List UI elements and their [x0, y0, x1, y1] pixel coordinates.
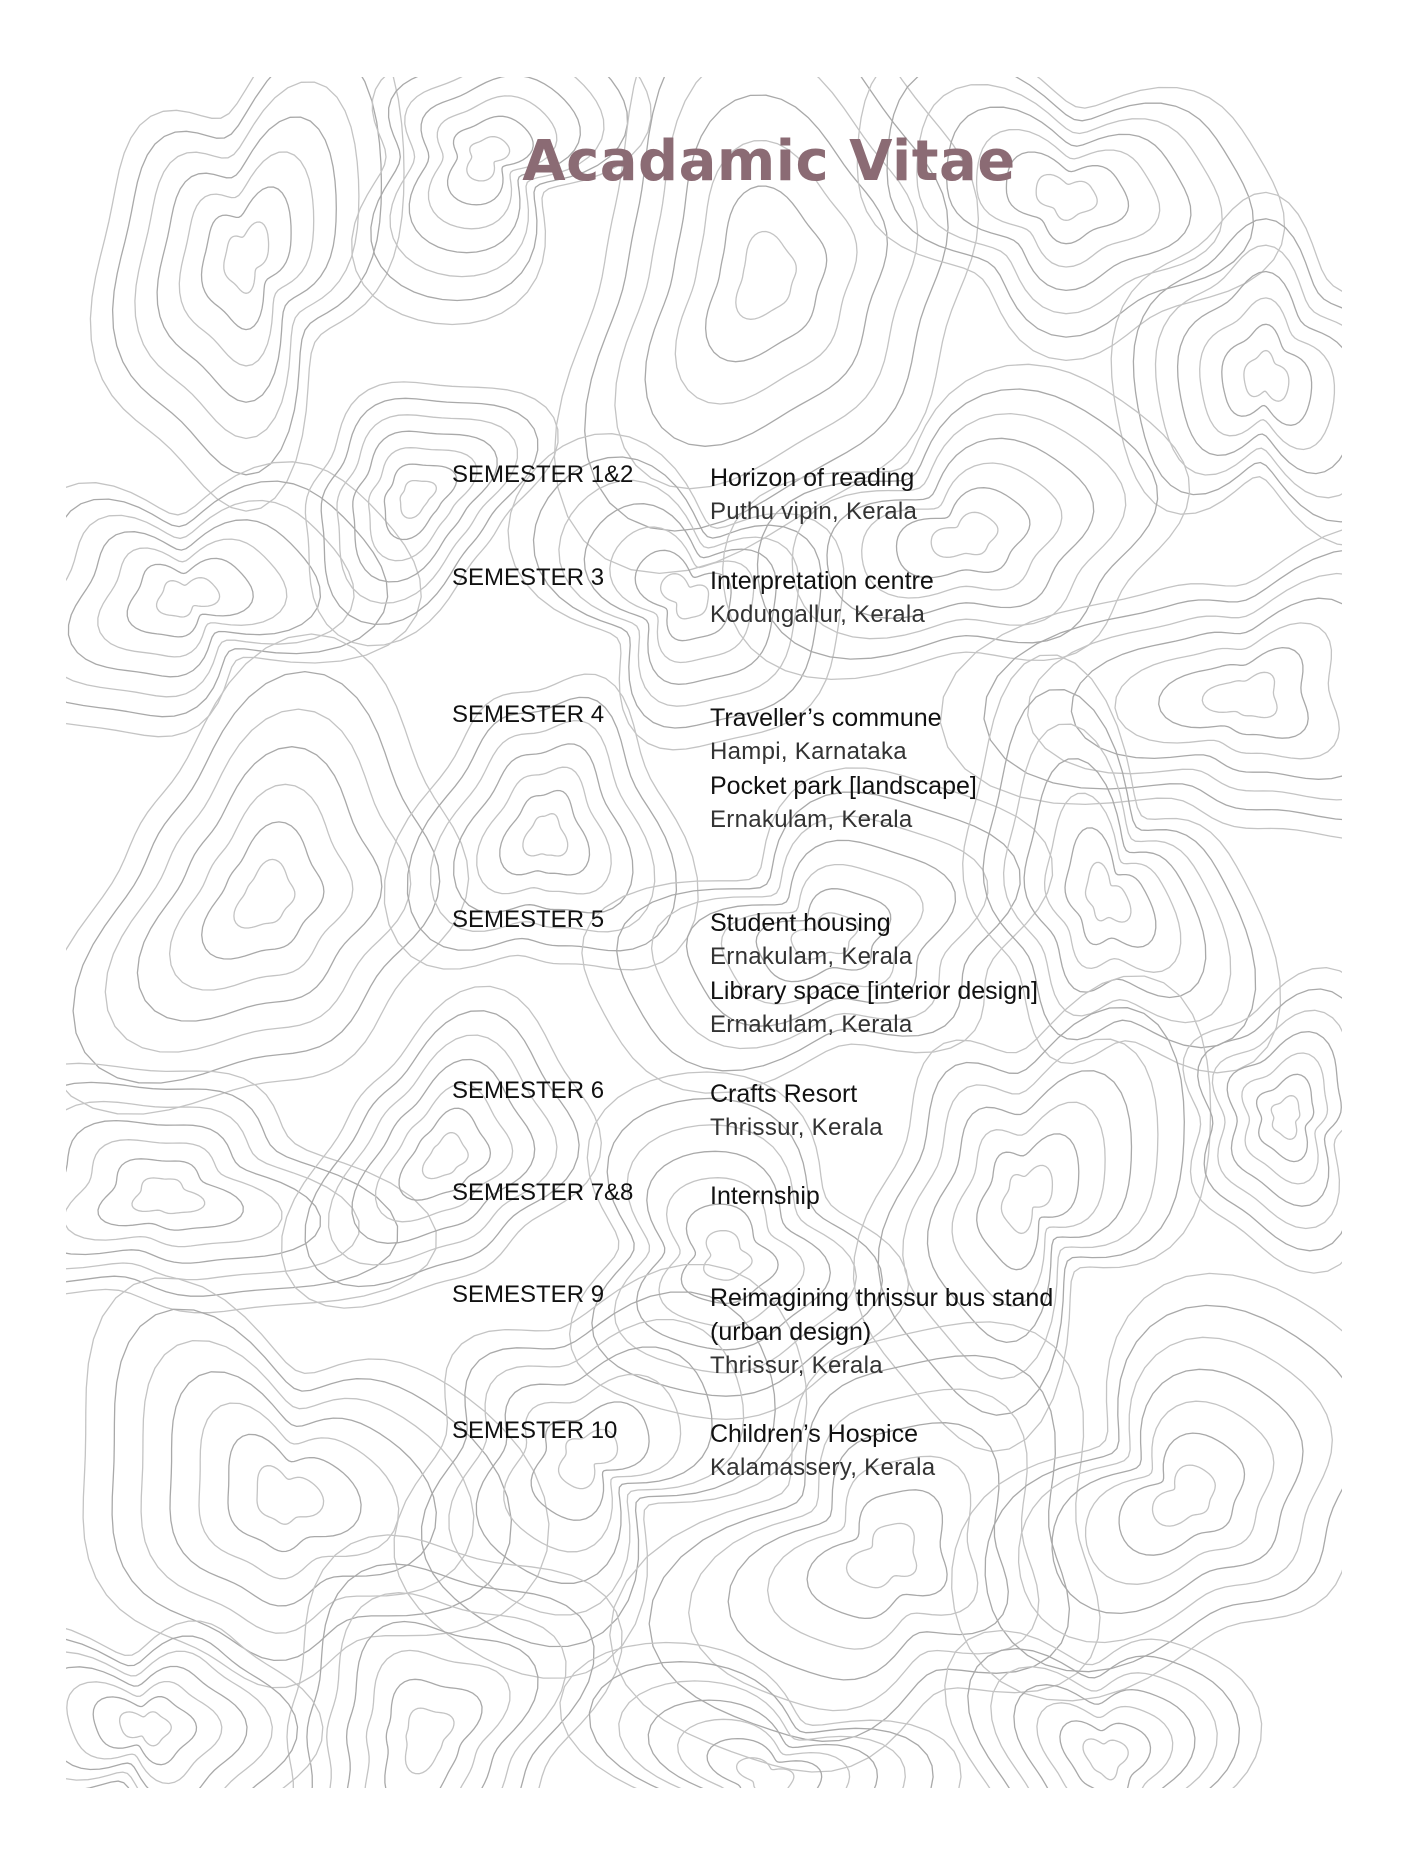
contour-line: [1037, 1703, 1173, 1788]
project-location: Hampi, Karnataka: [710, 738, 907, 765]
contour-line: [120, 1712, 172, 1746]
document-page: [66, 77, 1342, 1788]
contour-line: [305, 382, 558, 646]
contour-line: [917, 85, 1222, 314]
contour-line: [66, 1063, 436, 1312]
semester-label: SEMESTER 9: [452, 1281, 605, 1308]
contour-line: [112, 1309, 511, 1660]
contour-line: [1019, 1337, 1333, 1642]
contour-line: [768, 1456, 978, 1649]
contour-line: [93, 1697, 196, 1765]
semester-label: SEMESTER 6: [452, 1077, 605, 1104]
contour-line: [400, 481, 436, 519]
contour-line: [73, 672, 440, 1083]
contour-line: [353, 431, 497, 582]
contour-line: [523, 814, 568, 856]
contour-line: [157, 578, 220, 617]
contour-line: [228, 1434, 361, 1551]
project-title: Student housing: [710, 909, 891, 937]
contour-line: [305, 1011, 579, 1287]
contour-line: [704, 1231, 752, 1281]
project-location: Ernakulam, Kerala: [710, 806, 913, 833]
semester-label: SEMESTER 5: [452, 906, 605, 933]
contour-line: [1156, 245, 1343, 498]
page-title: Acadamic Vitae: [522, 129, 1016, 194]
project-title: Library space [interior design]: [710, 977, 1038, 1005]
semester-label: SEMESTER 3: [452, 564, 605, 591]
contour-line: [504, 1375, 681, 1552]
semester-label: SEMESTER 1&2: [452, 461, 634, 488]
contour-line: [736, 232, 797, 320]
project-title: Pocket park [landscape]: [710, 772, 977, 800]
contour-line: [1014, 1685, 1195, 1788]
contour-line: [423, 1133, 469, 1179]
contour-line: [619, 1681, 906, 1788]
semester-label: SEMESTER 10: [452, 1417, 618, 1444]
contour-line: [141, 1341, 474, 1634]
project-location: Thrissur, Kerala: [710, 1114, 883, 1141]
contour-line: [406, 1708, 455, 1774]
project-location: Thrissur, Kerala: [710, 1352, 883, 1379]
contour-line: [500, 791, 590, 875]
project-list: [710, 461, 1230, 529]
project-title: Reimagining thrissur bus stand: [710, 1284, 1054, 1312]
contour-line: [678, 1719, 850, 1788]
project-title: (urban design): [710, 1318, 872, 1346]
contour-line: [83, 1278, 549, 1688]
contour-line: [132, 1178, 205, 1214]
contour-line: [589, 1662, 933, 1788]
project-list: [710, 564, 1230, 632]
project-location: Kodungallur, Kerala: [710, 601, 926, 628]
contour-line: [706, 186, 827, 362]
project-list: [710, 1417, 1230, 1485]
project-list: [710, 906, 1230, 1042]
semester-label: SEMESTER 7&8: [452, 1179, 634, 1206]
contour-line: [610, 1322, 1100, 1772]
project-location: Puthu vipin, Kerala: [710, 498, 918, 525]
contour-line: [648, 1700, 877, 1788]
project-title: Horizon of reading: [710, 464, 915, 492]
contour-line: [98, 1159, 243, 1230]
contour-line: [202, 822, 324, 959]
contour-line: [385, 1679, 482, 1788]
contour-line: [66, 1651, 272, 1788]
project-location: Kalamassery, Kerala: [710, 1454, 936, 1481]
contour-line: [887, 77, 1253, 337]
project-title: Internship: [710, 1182, 820, 1210]
project-title: Interpretation centre: [710, 567, 934, 595]
contour-line: [1242, 1053, 1328, 1184]
contour-line: [67, 1682, 222, 1784]
contour-line: [224, 222, 269, 293]
project-list: [710, 1179, 1230, 1213]
contour-line: [847, 1523, 917, 1587]
contour-line: [352, 77, 651, 325]
contour-line: [1271, 1096, 1300, 1140]
contour-line: [66, 1102, 359, 1280]
semester-label: SEMESTER 4: [452, 701, 605, 728]
contour-line: [1200, 298, 1335, 450]
contour-line: [234, 859, 295, 928]
contour-line: [384, 464, 456, 539]
contour-line: [1083, 1739, 1128, 1780]
project-list: [710, 701, 1230, 837]
project-title: Traveller’s commune: [710, 704, 942, 732]
contour-line: [323, 1593, 566, 1788]
project-location: Ernakulam, Kerala: [710, 1011, 913, 1038]
contour-line: [170, 784, 353, 990]
contour-line: [257, 1466, 324, 1525]
contour-line: [137, 747, 381, 1021]
contour-line: [1244, 351, 1289, 402]
project-list: [710, 1281, 1230, 1383]
project-list: [710, 1077, 1230, 1145]
contour-line: [1257, 1074, 1314, 1161]
project-title: Children’s Hospice: [710, 1420, 918, 1448]
contour-line: [807, 1490, 947, 1619]
contour-line: [737, 1758, 794, 1788]
contour-line: [454, 744, 633, 913]
contour-line: [66, 1636, 297, 1788]
contour-line: [98, 539, 287, 657]
contour-line: [170, 1372, 436, 1606]
project-location: Ernakulam, Kerala: [710, 943, 913, 970]
contour-line: [202, 187, 292, 330]
project-title: Crafts Resort: [710, 1080, 858, 1108]
